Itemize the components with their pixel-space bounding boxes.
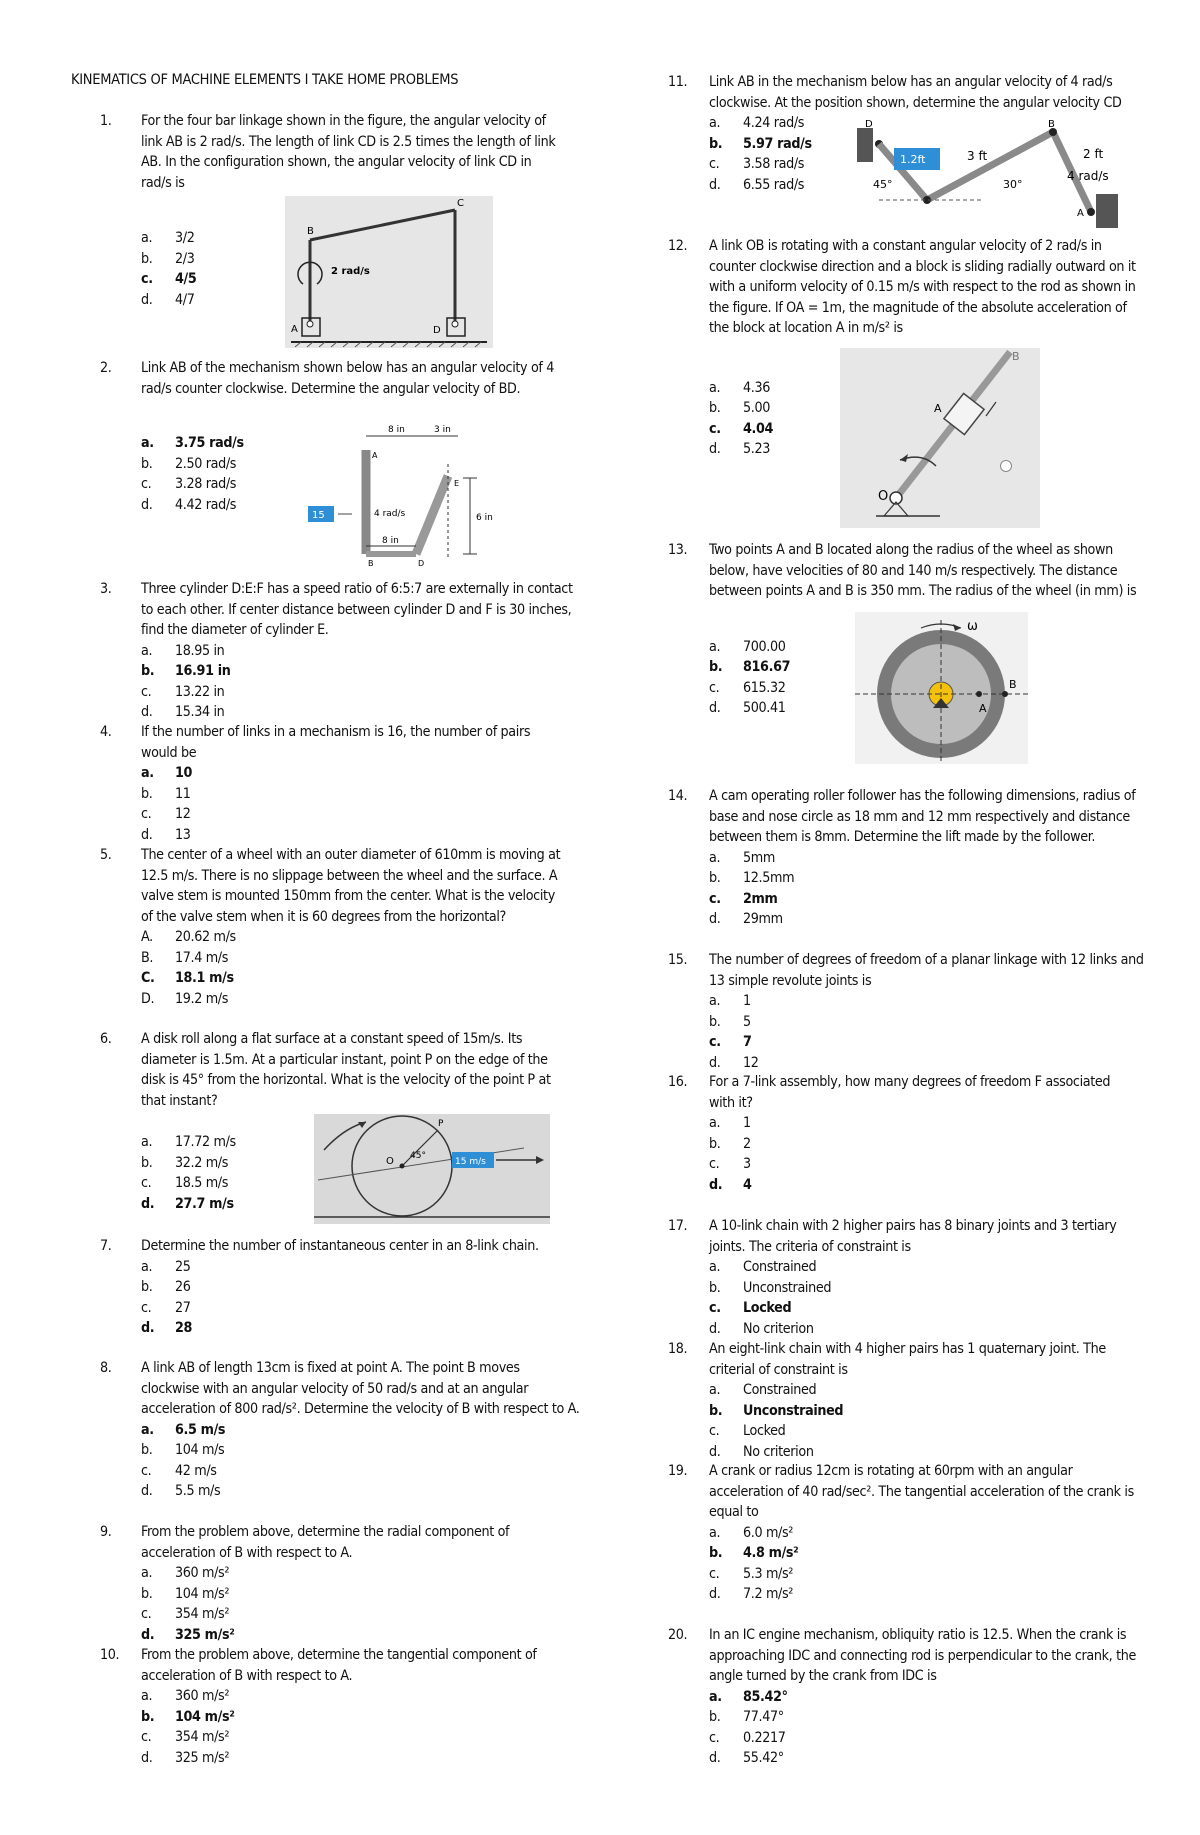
option-c: c. 4.04 xyxy=(709,420,774,437)
question-number: 16. xyxy=(668,1074,688,1090)
label-B: B xyxy=(1012,350,1020,363)
option-d: d. 5.5 m/s xyxy=(141,1483,221,1499)
option-c: c. 354 m/s² xyxy=(141,1606,230,1622)
option-list xyxy=(709,1687,1149,1769)
option-b: b. 104 m/s xyxy=(141,1442,225,1458)
question-number: 1. xyxy=(100,113,112,129)
option-c: c. 7 xyxy=(709,1034,752,1050)
option-b: b. 5.97 rad/s xyxy=(709,135,812,152)
label-C: C xyxy=(457,198,464,209)
dim-15: 15 xyxy=(312,510,325,521)
option-list xyxy=(709,848,1149,930)
question-text: A cam operating roller follower has the following dimensions, radius of base and nose circle as 18 mm and 12 mm respectively and distance between them is 8mm. Determine the lift made by the follower. xyxy=(709,788,1136,845)
option-b: b. 12.5mm xyxy=(709,870,795,886)
label-A: A xyxy=(934,402,942,415)
label-E: E xyxy=(454,479,460,488)
option-a: a. 3.75 rad/s xyxy=(141,435,244,451)
option-c: c. 3.58 rad/s xyxy=(709,156,805,172)
option-d: d. 28 xyxy=(141,1320,193,1336)
option-a: A. 20.62 m/s xyxy=(141,929,236,945)
option-a: a. 360 m/s² xyxy=(141,1688,230,1704)
option-d: D. 19.2 m/s xyxy=(141,990,229,1007)
option-d: d. 29mm xyxy=(709,911,783,927)
question-number: 4. xyxy=(100,724,112,740)
option-a: a. 85.42° xyxy=(709,1688,788,1705)
option-a: a. 17.72 m/s xyxy=(141,1134,236,1150)
linkage-ab-bd-figure xyxy=(308,418,554,566)
question-19 xyxy=(668,1461,1149,1605)
option-d: d. 4.42 rad/s xyxy=(141,496,237,513)
label-A: A xyxy=(1077,208,1084,219)
option-a: a. Constrained xyxy=(709,1382,817,1398)
option-list xyxy=(709,991,1149,1073)
question-text: The number of degrees of freedom of a planar linkage with 12 links and 13 simple revolute joints is xyxy=(709,952,1144,989)
option-b: b. 11 xyxy=(141,785,191,802)
option-b: b. 104 m/s² xyxy=(141,1708,235,1725)
option-a: a. 6.0 m/s² xyxy=(709,1524,794,1541)
question-7 xyxy=(100,1236,561,1339)
option-list xyxy=(709,1380,1149,1462)
four-bar-linkage-figure xyxy=(285,196,493,348)
option-d: d. No criterion xyxy=(709,1320,814,1337)
option-d: d. 27.7 m/s xyxy=(141,1195,234,1212)
mechanism-abcd-figure xyxy=(853,118,1136,228)
label-O: O xyxy=(386,1156,394,1167)
question-number: 19. xyxy=(668,1463,688,1479)
option-d: d. 15.34 in xyxy=(141,704,225,720)
option-d: d. 325 m/s² xyxy=(141,1626,235,1643)
option-list xyxy=(141,1257,561,1339)
option-d: d. 5.23 xyxy=(709,441,771,457)
option-c: c. 3 xyxy=(709,1156,751,1172)
option-b: B. 17.4 m/s xyxy=(141,949,229,966)
dim-8in-top: 8 in xyxy=(388,425,405,435)
option-c: c. Locked xyxy=(709,1300,792,1316)
question-text: For the four bar linkage shown in the figure, the angular velocity of link AB is 2 rad/s. The length of link CD is 2.5 times the length of link AB. In the configuration shown, the angular velocity of link CD in rad/s is xyxy=(141,113,556,191)
question-text: Three cylinder D:E:F has a speed ratio of 6:5:7 are externally in contact to each other. If center distance between cylinder D and F is 30 inches, find the diameter of cylinder E. xyxy=(141,581,573,638)
dim-8in-bottom: 8 in xyxy=(382,536,399,546)
omega-label: 4 rad/s xyxy=(374,509,406,519)
label-B: B xyxy=(1009,678,1017,691)
option-a: a. 4.24 rad/s xyxy=(709,115,805,131)
question-text: In an IC engine mechanism, obliquity ratio is 12.5. When the crank is approaching IDC and connecting rod is perpendicular to the crank, the angle turned by the crank from IDC is xyxy=(709,1627,1136,1684)
option-b: b. Unconstrained xyxy=(709,1279,832,1296)
option-list xyxy=(709,1523,1149,1605)
question-text: Determine the number of instantaneous center in an 8-link chain. xyxy=(141,1238,539,1254)
question-number: 5. xyxy=(100,847,112,863)
option-list xyxy=(709,1113,1129,1195)
label-P: P xyxy=(438,1119,444,1129)
option-b: b. 4.8 m/s² xyxy=(709,1545,799,1561)
option-c: c. 615.32 xyxy=(709,679,786,696)
question-17 xyxy=(668,1216,1149,1339)
option-list xyxy=(141,927,561,1009)
question-number: 10. xyxy=(100,1647,120,1663)
option-c: c. 27 xyxy=(141,1299,191,1316)
question-18 xyxy=(668,1339,1149,1462)
label-D: D xyxy=(433,325,441,336)
option-b: b. 26 xyxy=(141,1279,191,1295)
question-number: 11. xyxy=(668,74,688,90)
option-c: C. 18.1 m/s xyxy=(141,970,234,986)
omega-label: ω xyxy=(967,619,978,634)
question-14 xyxy=(668,786,1149,930)
option-a: a. 18.95 in xyxy=(141,642,225,659)
option-c: c. Locked xyxy=(709,1423,786,1439)
question-number: 8. xyxy=(100,1360,112,1376)
option-c: c. 354 m/s² xyxy=(141,1729,230,1745)
angle-label: 45° xyxy=(410,1151,426,1161)
wheel-points-figure xyxy=(855,612,1028,764)
option-list xyxy=(709,378,809,460)
length-3ft: 3 ft xyxy=(967,149,988,163)
option-a: a. 700.00 xyxy=(709,638,786,655)
label-D: D xyxy=(418,559,425,566)
question-number: 7. xyxy=(100,1238,112,1254)
option-b: b. 16.91 in xyxy=(141,663,231,679)
option-d: d. 6.55 rad/s xyxy=(709,176,805,193)
label-B: B xyxy=(307,226,314,237)
question-number: 3. xyxy=(100,581,112,597)
option-b: b. Unconstrained xyxy=(709,1402,844,1419)
label-O: O xyxy=(878,489,889,504)
option-list xyxy=(141,1686,561,1768)
question-number: 18. xyxy=(668,1341,688,1357)
option-b: b. 5.00 xyxy=(709,400,771,416)
length-1-2ft: 1.2ft xyxy=(900,153,926,166)
option-a: a. 3/2 xyxy=(141,230,195,246)
option-a: a. 4.36 xyxy=(709,379,771,396)
option-b: b. 2/3 xyxy=(141,250,195,267)
question-text: If the number of links in a mechanism is 16, the number of pairs would be xyxy=(141,724,531,761)
question-text: Two points A and B located along the radius of the wheel as shown below, have velocities of 80 and 140 m/s respectively. The distance between points A and B is 350 mm. The radius of the wheel (in mm) is xyxy=(709,542,1137,599)
option-list xyxy=(141,1563,581,1645)
label-B: B xyxy=(1048,119,1055,130)
question-number: 13. xyxy=(668,542,688,558)
question-number: 15. xyxy=(668,952,688,968)
option-d: d. 4/7 xyxy=(141,291,195,308)
question-16 xyxy=(668,1072,1129,1195)
question-text: A link AB of length 13cm is fixed at point A. The point B moves clockwise with an angular velocity of 50 rad/s and at an angular acceleration of 800 rad/s². Determine the velocity of B with respect to A. xyxy=(141,1360,580,1417)
angle-45: 45° xyxy=(873,178,893,191)
question-text: From the problem above, determine the radial component of acceleration of B with respect to A. xyxy=(141,1524,510,1561)
option-c: c. 0.2217 xyxy=(709,1729,786,1746)
question-text: A disk roll along a flat surface at a constant speed of 15m/s. Its diameter is 1.5m. At a particular instant, point P on the edge of the disk is 45° from the horizontal. What is the velocity of the point P at that instant? xyxy=(141,1031,551,1109)
option-c: c. 12 xyxy=(141,806,191,822)
question-text: For a 7-link assembly, how many degrees of freedom F associated with it? xyxy=(709,1074,1111,1111)
question-number: 20. xyxy=(668,1627,688,1643)
option-c: c. 13.22 in xyxy=(141,683,225,700)
question-10 xyxy=(100,1645,561,1768)
rotating-link-block-figure xyxy=(840,348,1040,528)
question-text: A 10-link chain with 2 higher pairs has 8 binary joints and 3 tertiary joints. The criteria of constraint is xyxy=(709,1218,1117,1255)
option-a: a. 1 xyxy=(709,1115,751,1131)
option-list xyxy=(709,113,829,195)
option-c: c. 4/5 xyxy=(141,271,197,287)
option-d: d. 500.41 xyxy=(709,700,786,716)
option-b: b. 2 xyxy=(709,1135,751,1152)
option-c: c. 18.5 m/s xyxy=(141,1175,229,1191)
question-text: From the problem above, determine the tangential component of acceleration of B with respect to A. xyxy=(141,1647,537,1684)
question-text: Link AB of the mechanism shown below has an angular velocity of 4 rad/s counter clockwise. Determine the angular velocity of BD. xyxy=(141,360,555,397)
option-a: a. Constrained xyxy=(709,1259,817,1275)
question-20 xyxy=(668,1625,1149,1769)
question-number: 6. xyxy=(100,1031,112,1047)
option-b: b. 5 xyxy=(709,1013,751,1030)
question-text: An eight-link chain with 4 higher pairs has 1 quaternary joint. The criterial of constraint is xyxy=(709,1341,1106,1378)
option-c: c. 42 m/s xyxy=(141,1462,217,1479)
question-number: 9. xyxy=(100,1524,112,1540)
speed-label: 15 m/s xyxy=(455,1157,486,1167)
option-a: a. 10 xyxy=(141,765,193,781)
label-A: A xyxy=(291,324,298,335)
option-list xyxy=(141,641,581,723)
question-text: A crank or radius 12cm is rotating at 60rpm with an angular acceleration of 40 rad/sec². The tangential acceleration of the crank is equal to xyxy=(709,1463,1134,1520)
question-number: 14. xyxy=(668,788,688,804)
option-b: b. 2.50 rad/s xyxy=(141,455,237,472)
page-title: KINEMATICS OF MACHINE ELEMENTS I TAKE HOME PROBLEMS xyxy=(71,72,459,88)
option-d: d. 325 m/s² xyxy=(141,1749,230,1766)
option-a: a. 5mm xyxy=(709,849,775,866)
rolling-disk-figure xyxy=(314,1114,550,1224)
question-text: Link AB in the mechanism below has an angular velocity of 4 rad/s clockwise. At the position shown, determine the angular velocity CD xyxy=(709,74,1122,111)
option-a: a. 6.5 m/s xyxy=(141,1421,226,1438)
option-b: b. 816.67 xyxy=(709,659,791,675)
question-number: 2. xyxy=(100,360,112,376)
option-a: a. 1 xyxy=(709,993,751,1009)
option-d: d. 4 xyxy=(709,1176,752,1193)
question-5 xyxy=(100,845,561,1009)
option-d: d. No criterion xyxy=(709,1443,814,1460)
angle-30: 30° xyxy=(1003,178,1023,191)
label-B: B xyxy=(368,559,374,566)
option-d: d. 7.2 m/s² xyxy=(709,1586,794,1602)
omega-label: 2 rad/s xyxy=(331,266,370,277)
length-2ft: 2 ft xyxy=(1083,147,1104,161)
question-number: 12. xyxy=(668,238,688,254)
option-a: a. 360 m/s² xyxy=(141,1565,230,1581)
question-3 xyxy=(100,579,581,723)
dim-6in: 6 in xyxy=(476,513,493,523)
option-c: c. 5.3 m/s² xyxy=(709,1565,794,1582)
question-number: 17. xyxy=(668,1218,688,1234)
option-c: c. 3.28 rad/s xyxy=(141,476,237,492)
option-list xyxy=(709,637,829,719)
option-b: b. 77.47° xyxy=(709,1709,784,1725)
question-4 xyxy=(100,722,561,845)
option-a: a. 25 xyxy=(141,1258,191,1275)
label-A: A xyxy=(372,451,378,460)
option-list xyxy=(141,763,561,845)
option-d: d. 55.42° xyxy=(709,1750,784,1766)
question-text: The center of a wheel with an outer diameter of 610mm is moving at 12.5 m/s. There is no slippage between the wheel and the surface. A valve stem is mounted 150mm from the center. What is the velocity of the valve stem when it is 60 degrees from the horizontal? xyxy=(141,847,561,925)
question-8 xyxy=(100,1358,581,1502)
question-9 xyxy=(100,1522,581,1645)
label-A: A xyxy=(979,702,987,715)
option-c: c. 2mm xyxy=(709,890,778,907)
option-list xyxy=(709,1257,1149,1339)
question-15 xyxy=(668,950,1149,1073)
label-D: D xyxy=(865,119,873,130)
slider-handle xyxy=(1000,460,1012,472)
option-list xyxy=(141,1420,581,1502)
question-text: A link OB is rotating with a constant angular velocity of 2 rad/s in counter clockwise direction and a block is sliding radially outward on it with a uniform velocity of 0.15 m/s with respect to the rod as shown in the figure. If OA = 1m, the magnitude of the absolute acceleration of the block at location A in m/s² is xyxy=(709,238,1136,336)
option-d: d. 12 xyxy=(709,1054,759,1071)
option-d: d. 13 xyxy=(141,826,191,843)
omega-label: 4 rad/s xyxy=(1067,169,1109,183)
dim-3in: 3 in xyxy=(434,425,451,435)
option-b: b. 32.2 m/s xyxy=(141,1154,229,1171)
option-b: b. 104 m/s² xyxy=(141,1585,230,1602)
